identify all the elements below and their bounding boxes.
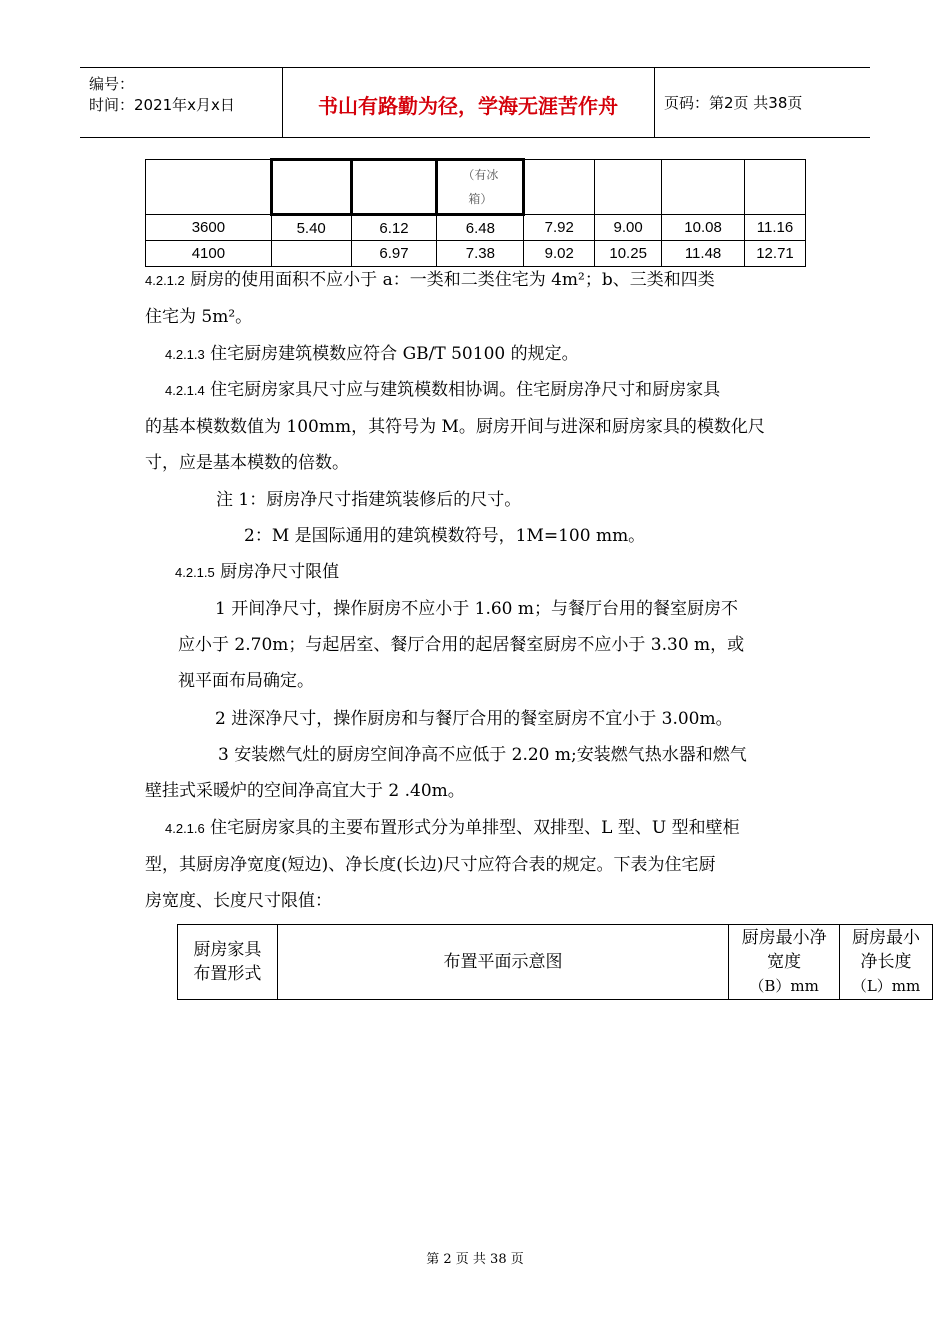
page-header [80, 67, 870, 138]
note-1: 注 1：厨房净尺寸指建筑装修后的尺寸。 [216, 490, 522, 510]
header-min-width [729, 925, 840, 1000]
clause-4-2-1-5 [175, 554, 815, 591]
header-text: （B）mm [749, 977, 819, 995]
clause-number: 4.2.1.4 [165, 383, 205, 398]
table-cell: 10.08 [662, 215, 745, 241]
item-text: 应小于 2.70m；与起居室、餐厅合用的起居餐室厨房不应小于 3.30 m，或 [178, 635, 745, 655]
header-divider [654, 68, 655, 137]
table-cell: 3600 [146, 215, 272, 241]
page-footer: 第 2 页 共 38 页 [426, 1252, 524, 1267]
clause-text: 的基本模数数值为 100mm，其符号为 M。厨房开间与进深和厨房家具的模数化尺 [145, 417, 765, 437]
header-text: （L）mm [851, 977, 921, 995]
clause-text: 厨房净尺寸限值 [214, 562, 340, 582]
table-cell: 9.00 [595, 215, 662, 241]
clause-text: 型，其厨房净宽度(短边)、净长度(长边)尺寸应符合表的规定。下表为住宅厨 [145, 855, 716, 875]
header-text: 布置形式 [193, 964, 262, 984]
clause-4-2-1-2 [145, 262, 815, 335]
item-2: 2 进深净尺寸，操作厨房和与餐厅合用的餐室厨房不宜小于 3.00m。 [215, 709, 733, 729]
note-2: 2：M 是国际通用的建筑模数符号，1M=100 mm。 [244, 526, 646, 546]
table-row [146, 215, 806, 241]
table-cell: 4100 [146, 241, 272, 267]
item-3 [145, 737, 815, 809]
item-text: 1 开间净尺寸，操作厨房不应小于 1.60 m；与餐厅台用的餐室厨房不 [215, 599, 738, 619]
header-time: 时间：2021年x月x日 [89, 96, 235, 114]
kitchen-layout-table [177, 924, 933, 1000]
table-cell: 7.92 [524, 215, 595, 241]
header-text: 厨房家具 [193, 940, 262, 960]
table-header-row [178, 925, 933, 1000]
header-text: 厨房最小 [852, 928, 921, 948]
table-cell: 6.97 [351, 241, 437, 267]
clause-text: 房宽度、长度尺寸限值： [145, 891, 332, 911]
kitchen-area-table [145, 158, 806, 267]
header-text: 净长度 [860, 952, 912, 972]
table-cell: 10.25 [595, 241, 662, 267]
clause-text: 住宅厨房家具的主要布置形式分为单排型、双排型、L 型、U 型和壁柜 [204, 818, 740, 838]
item-1 [178, 591, 818, 699]
clause-number: 4.2.1.5 [175, 565, 215, 580]
header-motto: 书山有路勤为径，学海无涯苦作舟 [318, 94, 618, 118]
header-code: 编号： [89, 75, 135, 93]
table-cell: 7.38 [437, 241, 524, 267]
clause-4-2-1-4 [145, 372, 815, 481]
table-cell: 9.02 [524, 241, 595, 267]
table-cell [351, 160, 437, 215]
header-min-length [840, 925, 933, 1000]
table-cell [524, 160, 595, 215]
clause-text: 住宅厨房建筑模数应符合 GB/T 50100 的规定。 [204, 344, 579, 364]
header-plan-diagram: 布置平面示意图 [277, 925, 728, 1000]
header-page-info: 页码：第2页 共38页 [664, 94, 803, 112]
clause-text: 厨房的使用面积不应小于 a：一类和二类住宅为 4m²；b、三类和四类 [184, 270, 715, 290]
clause-4-2-1-3 [165, 336, 815, 373]
header-text: 厨房最小净 [741, 928, 827, 948]
clause-text: 住宅厨房家具尺寸应与建筑模数相协调。住宅厨房净尺寸和厨房家具 [204, 380, 721, 400]
item-text: 3 安装燃气灶的厨房空间净高不应低于 2.20 m;安装燃气热水器和燃气 [218, 745, 747, 765]
clause-text: 住宅为 5m²。 [145, 307, 253, 327]
table-cell [437, 160, 524, 215]
fridge-note-line1: （有冰 [462, 168, 499, 182]
fridge-note-line2: 箱） [468, 192, 493, 206]
item-text: 视平面布局确定。 [178, 671, 314, 691]
table-cell [595, 160, 662, 215]
header-layout-form [178, 925, 278, 1000]
table-cell [271, 160, 351, 215]
table-cell [146, 160, 272, 215]
table-cell: 11.48 [662, 241, 745, 267]
clause-4-2-1-6 [145, 810, 815, 919]
table-cell [744, 160, 805, 215]
table-cell [662, 160, 745, 215]
table-cell: 6.48 [437, 215, 524, 241]
clause-number: 4.2.1.6 [165, 821, 205, 836]
header-text: 宽度 [767, 952, 802, 972]
table-cell: 11.16 [744, 215, 805, 241]
clause-text: 寸，应是基本模数的倍数。 [145, 453, 349, 473]
item-text: 壁挂式采暖炉的空间净高宜大于 2 .40m。 [145, 781, 465, 801]
table-cell: 5.40 [271, 215, 351, 241]
table-cell: 6.12 [351, 215, 437, 241]
table-cell: 12.71 [744, 241, 805, 267]
header-meta [89, 74, 235, 116]
clause-number: 4.2.1.2 [145, 273, 185, 288]
clause-number: 4.2.1.3 [165, 347, 205, 362]
